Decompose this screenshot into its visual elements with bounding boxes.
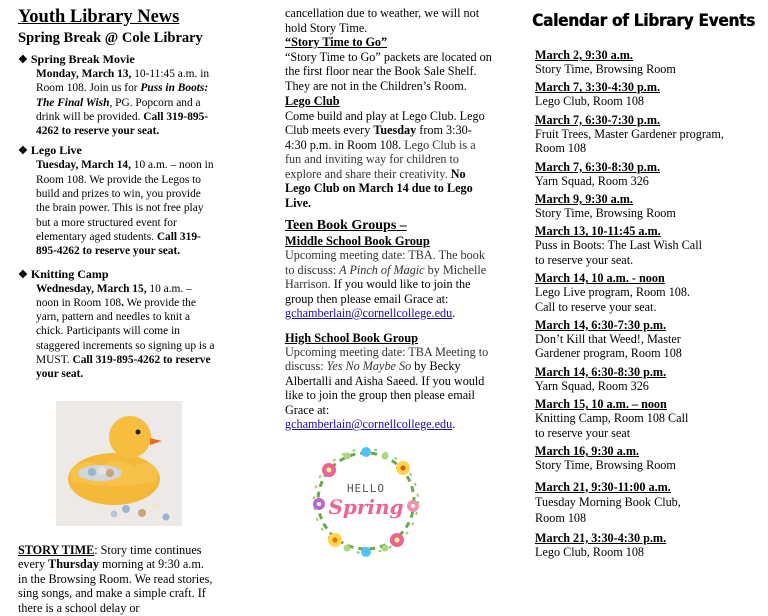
event-date: March 21, 3:30-4:30 p.m. [535,530,667,545]
event-desc: Story Time, Browsing Room [535,458,676,473]
calendar-item [535,480,760,527]
programs-column: cancellation due to weather, we will not hold Story Time. “Story Time to Go” “Story Time to Go” packets are located on the first floor near the Book Sale Shelf. They are not in the Children’s Room. Lego Club Come build and play at Lego Club. Lego Club meets every Tuesday from 3:30-4:30 p.m. in Room 108. Lego Club is a fun and inviting way for children to explore and share their creativity. No Lego Club on March 14 due to Lego Live. Teen Book Groups – Middle School Book Group Upcoming meeting date: TBA. The book to discuss: A Pinch of Magic by Michelle Harrison. If you would like to join the group then please email Grace at: gchamberlain@cornellcollege.edu. High School Book Group Upcoming meeting date: TBA Meeting to discuss: Yes No Maybe So by Becky Albertalli and Aisha Saeed. If you would like to join the group then please email Grace at: gchamberlain@cornellcollege.edu. HELLO Spring [285,0,493,562]
calendar-item [535,365,760,393]
event-date: March 9, 9:30 a.m. [535,192,633,207]
high-school-title: High School Book Group [285,330,419,345]
event-desc: Lego Club, Room 108 [535,94,645,109]
event-desc: Fruit Trees, Master Gardener program, Room 108 [535,126,724,156]
event-date: March 7, 3:30-4:30 p.m. [535,80,661,95]
no-lego-club-notice: No Lego Club on March 14 due to Lego Live. [285,166,473,210]
knitted-chick-image [56,401,182,526]
event-heading: Spring Break Movie [30,52,135,66]
middle-school-text: Upcoming meeting date: TBA. The book to discuss: A Pinch of Magic by Michelle Harrison. If you would like to join the group then please email Grace at: [285,248,487,306]
event-desc: Tuesday Morning Book Club, Room 108 [535,494,681,526]
event-date: March 14, 6:30-8:30 p.m. [535,364,667,379]
calendar-column [532,0,760,563]
event-date: March 21, 9:30-11:00 a.m. [535,479,671,494]
event-desc: Yarn Squad, Room 326 [535,173,649,188]
event-desc: Puss in Boots: The Last Wish Call to reserve your seat. [535,238,702,267]
event-lego-live [18,143,216,258]
ms-email-link[interactable]: gchamberlain@cornellcollege.edu [285,306,453,320]
story-time-to-go-title: “Story Time to Go” [285,35,388,49]
event-date: March 15, 10 a.m. – noon [535,397,667,412]
calendar-item [535,397,760,440]
event-heading: Lego Live [30,143,82,158]
event-desc: Story Time, Browsing Room [535,62,676,76]
event-desc: Knitting Camp, Room 108 Call to reserve your seat [535,411,689,440]
event-body: Wednesday, March 15, 10 a.m. – noon in Room 108. We provide the yarn, pattern and needles to knit a chick. Participants will come in staggered increments so signing up is a MUST. Call 319-895-4262 to reserve your seat. [36,282,215,381]
calendar-item [535,318,760,361]
calendar-item [535,271,760,314]
lego-club-title: Lego Club [285,94,340,108]
diamond-bullet-icon: ❖ [18,145,28,158]
calendar-item [535,192,760,220]
event-movie [18,52,216,138]
event-date: March 7, 6:30-7:30 p.m. [535,112,661,127]
story-time-paragraph: STORY TIME: Story time continues every Thursday morning at 9:30 a.m. in the Browsing Room. We read stories, sing songs, and make a simple craft. If there is a school delay or [18,542,213,616]
event-body: Tuesday, March 14, 10 a.m. – noon in Room 108. We provide the Legos to build and prizes to win, you provide the brain power. This is not free play but a more structured event for elementary aged students. Call 319-895-4262 to reserve your seat. [36,159,214,258]
calendar-item [535,444,760,472]
calendar-item [535,113,760,156]
calendar-item [535,531,760,559]
lego-club-text: Come build and play at Lego Club. Lego Club meets every Tuesday from 3:30-4:30 p.m. in Room 108. Lego Club is a fun and inviting way for children to explore and share their creativity. No Lego Club on March 14 due to Lego Live. [285,108,485,210]
call-to-reserve: Call 319-895-4262 to reserve your seat. [36,110,209,138]
calendar-item [535,48,760,76]
calendar-item [535,160,760,188]
event-desc: Lego Club, Room 108 [535,544,645,559]
diamond-bullet-icon: ❖ [18,268,28,281]
event-desc: Story Time, Browsing Room [535,206,676,221]
event-date: March 2, 9:30 a.m. [535,48,633,62]
event-date: March 14, 6:30-7:30 p.m. [535,318,667,333]
event-heading: Knitting Camp [30,266,109,281]
calendar-title: Calendar of Library Events [532,11,755,30]
event-desc: Yarn Squad, Room 326 [535,378,649,393]
event-desc: Lego Live program, Room 108. Call to reserve your seat. [535,285,691,314]
call-to-reserve: Call 319-895-4262 to reserve your seat. [36,230,201,258]
calendar-item [535,80,760,108]
event-knitting-camp [18,267,216,382]
teen-book-groups-title: Teen Book Groups – [285,218,407,233]
chick-illustration-icon [56,401,182,526]
spring-break-heading: Spring Break @ Cole Library [18,30,203,46]
ms-book-title: A Pinch of Magic [339,262,425,277]
event-date: March 16, 9:30 a.m. [535,444,640,459]
story-time-label: STORY TIME [18,542,95,557]
story-time-continued: cancellation due to weather, we will not hold Story Time. [285,6,480,35]
event-desc: Don’t Kill that Weed!, Master Gardener program, Room 108 [535,332,682,361]
event-date: March 14, 10 a.m. - noon [535,271,665,286]
hello-text: HELLO [346,481,386,495]
story-time-to-go-text: “Story Time to Go” packets are located on the first floor near the Book Sale Shelf. They are not in the Children’s Room. [285,49,492,93]
newsletter-title: Youth Library News [18,7,180,27]
calendar-list [535,48,760,559]
hs-book-title: Yes No Maybe So [326,359,412,373]
event-body: Monday, March 13, 10-11:45 a.m. in Room 108. Join us for Puss in Boots: The Final Wish, PG. Popcorn and a drink will be provided. Call 319-895-4262 to reserve your seat. [36,68,210,138]
event-date: March 7, 6:30-8:30 p.m. [535,159,661,174]
diamond-bullet-icon: ❖ [18,54,28,66]
high-school-text: Upcoming meeting date: TBA Meeting to discuss: Yes No Maybe So by Becky Albertalli and Aisha Saeed. If you would like to join the group then please email Grace at: [285,344,489,417]
movie-title: Puss in Boots: The Final Wish [36,82,209,109]
hello-spring-wreath [305,440,427,562]
middle-school-title: Middle School Book Group [285,234,430,248]
spring-text: Spring [328,494,404,519]
youth-news-column [18,0,216,616]
calendar-item [535,224,760,267]
hs-email-link[interactable]: gchamberlain@cornellcollege.edu [285,417,453,431]
call-to-reserve: Call 319-895-4262 to reserve your seat. [36,354,211,381]
event-date: March 13, 10-11:45 a.m. [535,224,661,239]
